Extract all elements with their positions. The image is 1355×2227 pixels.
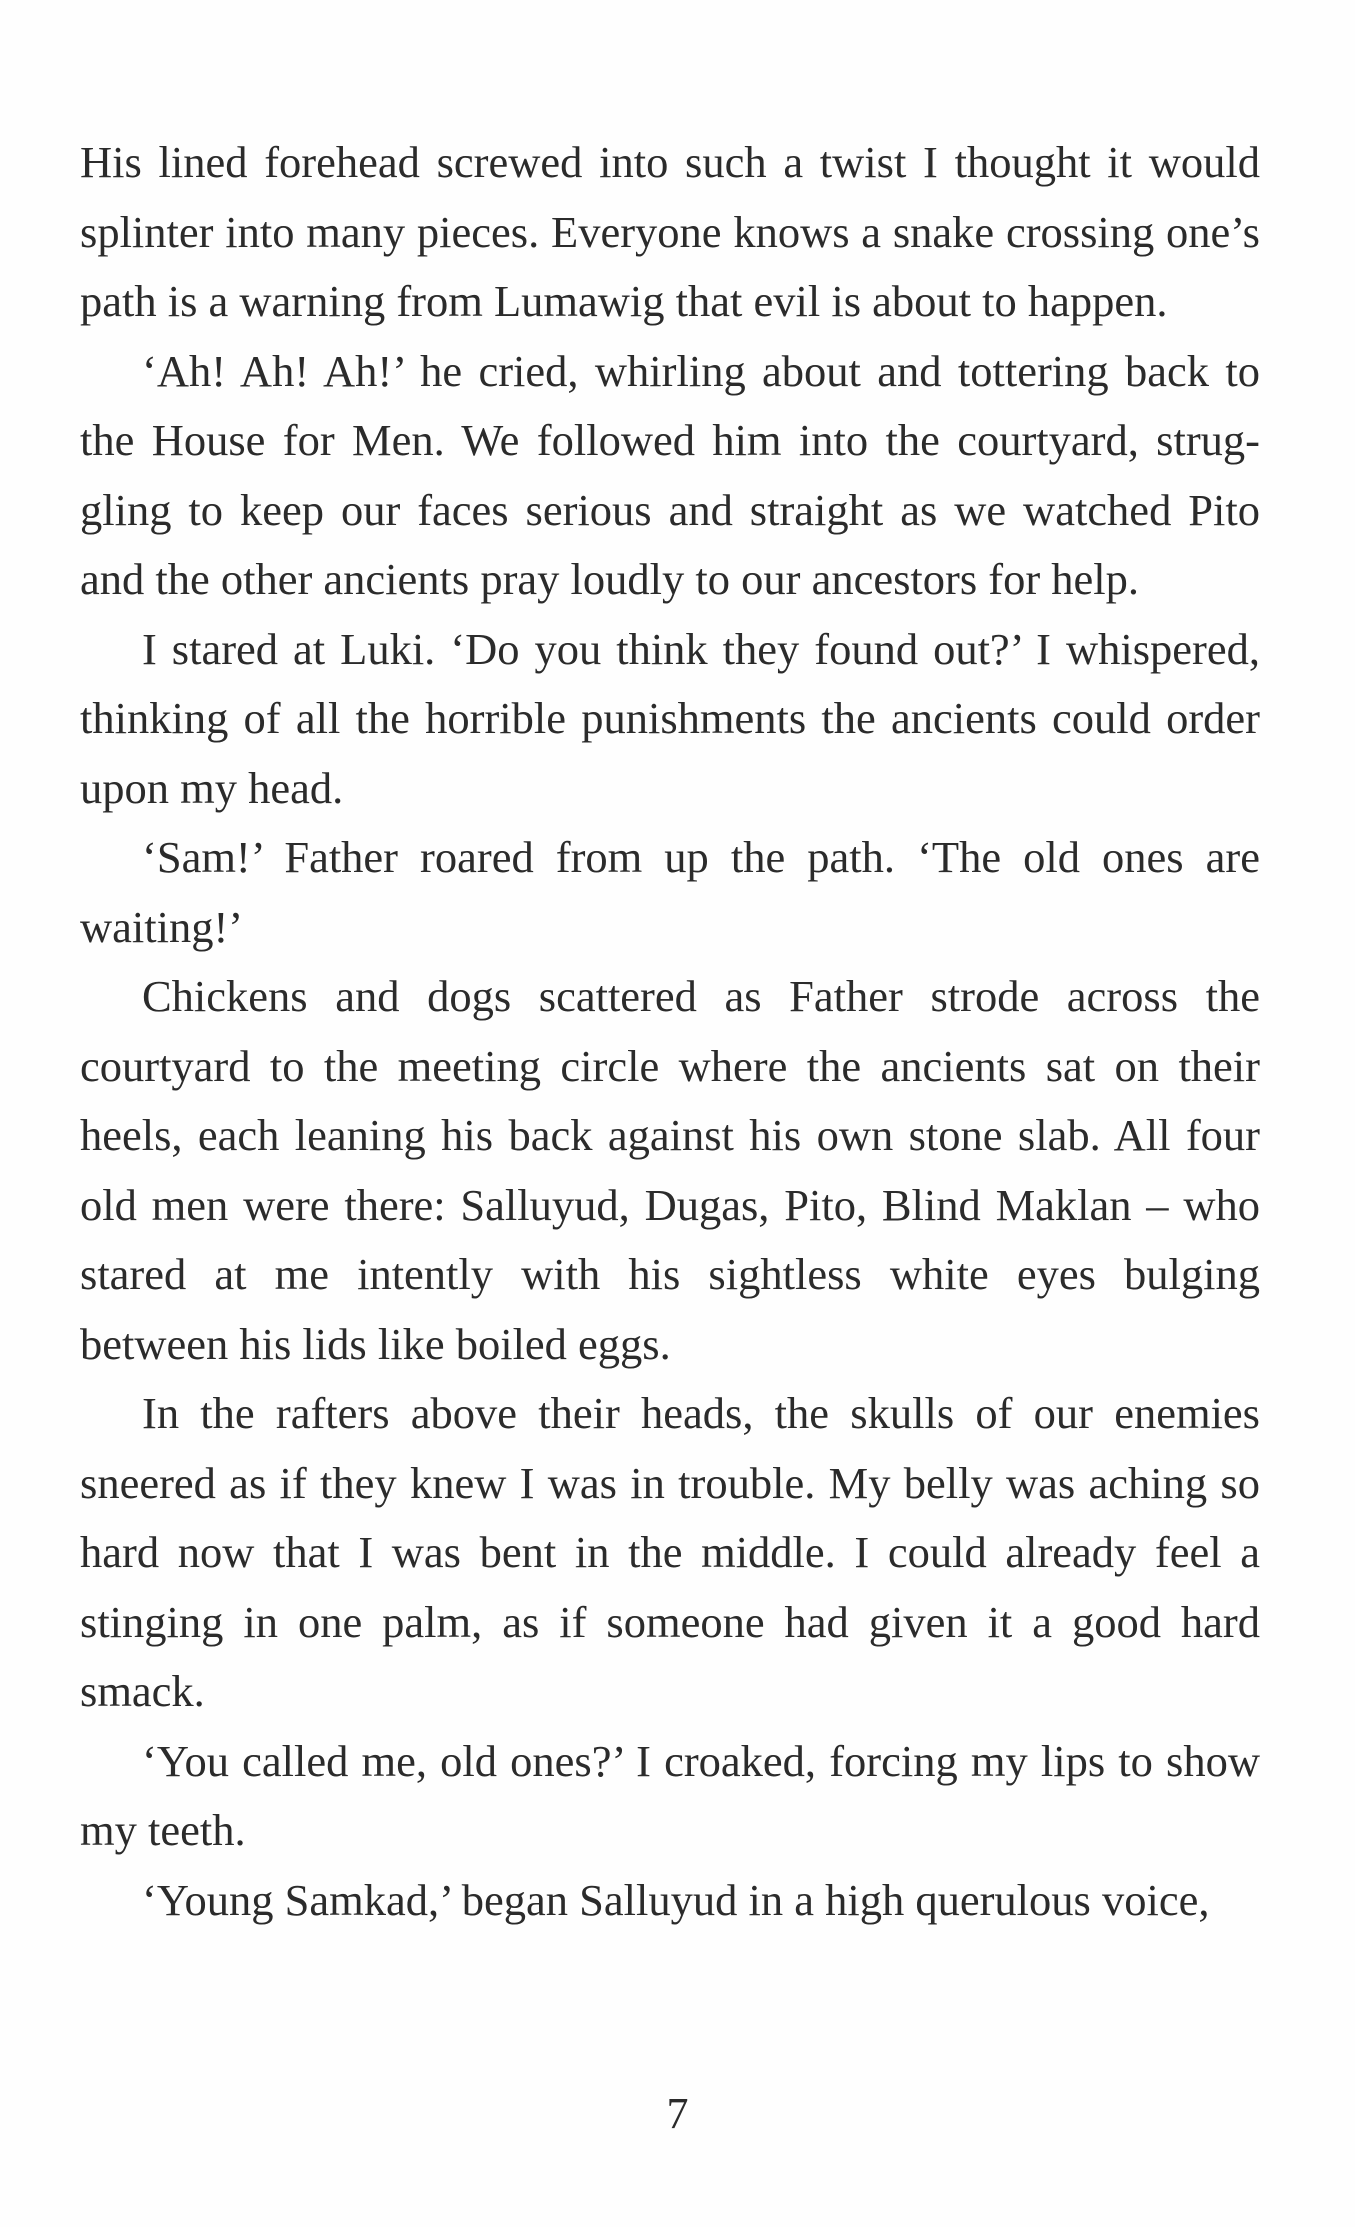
paragraph: Chickens and dogs scattered as Father strode across the courtyard to the meeting circle where the ancients sat on their heels, each leaning his back against his own stone slab. All four old men were there: Salluyud, Dugas, Pito, Blind Maklan – who stared at me intently with his sightless white eyes bulging between his lids like boiled eggs. [80,971,1260,1369]
paragraph: In the rafters above their heads, the skulls of our enemies sneered as if they knew I was in trouble. My belly was aching so hard now that I was bent in the middle. I could already feel a stinging in one palm, as if someone had given it a good hard smack. [80,1388,1260,1716]
page-number: 7 [666,2089,689,2138]
paragraph: ‘Young Samkad,’ began Salluyud in a high querulous voice, [142,1874,1210,1925]
paragraph: ‘Sam!’ Father roared from up the path. ‘The old ones are waiting!’ [80,832,1260,952]
paragraph: ‘Ah! Ah! Ah!’ he cried, whirling about and tottering back to the House for Men. We followed him into the courtyard, struggling to keep our faces serious and straight as we watched Pito and the other ancients pray loudly to our ancestors for help. [80,345,1260,604]
body-text [80,128,1260,1935]
paragraph: ‘You called me, old ones?’ I croaked, forcing my lips to show my teeth. [80,1735,1260,1855]
paragraph: I stared at Luki. ‘Do you think they found out?’ I whispered, thinking of all the horrible punishments the ancients could order upon my head. [80,623,1260,813]
paragraph-continuation: His lined forehead screwed into such a twist I thought it would splinter into many pieces. Everyone knows a snake crossing one’s path is a warning from Lumawig that evil is about to happen. [80,137,1260,326]
